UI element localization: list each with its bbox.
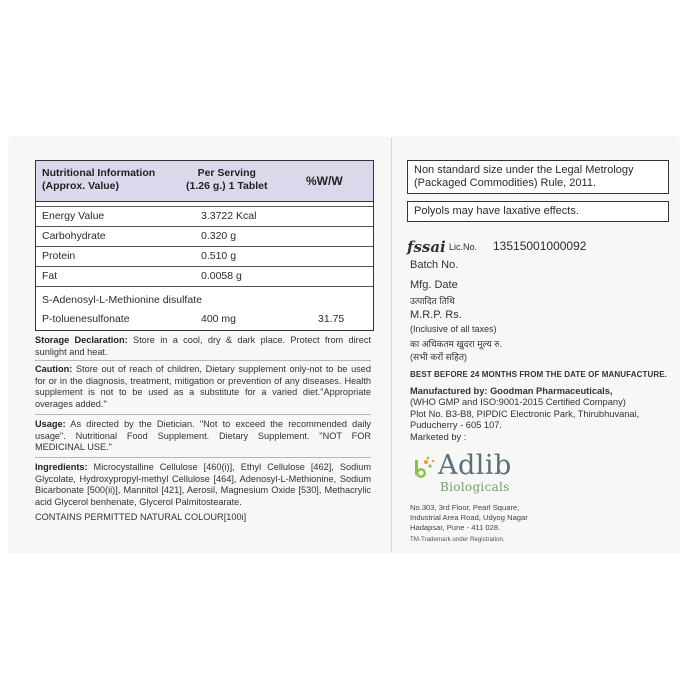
usage-label: Usage: bbox=[35, 419, 66, 429]
batch-no: Batch No. bbox=[410, 259, 459, 271]
header-col2-line1: Per Serving bbox=[197, 167, 256, 179]
addr-line2: Industrial Area Road, Udyog Nagar bbox=[410, 513, 528, 522]
table-row bbox=[36, 267, 373, 287]
row-name: Energy Value bbox=[42, 210, 105, 222]
mfg-date-hindi: उत्पादित तिथि bbox=[410, 296, 455, 306]
ingredients-label: Ingredients: bbox=[35, 462, 88, 472]
ingredients-body: Microcystalline Cellulose [460(i)], Ethyl Cellulose [462], Sodium Glycolate, Hydroxypropyl-methyl Cellulose [464], Adenosyl-L-Methionine, Sodium Bicarbonate [500(ii)], Mannitol [421], Aerosil, Magnesium Oxide [530], Methacrylic acid Glycerol benhenate, Glycerol Palmitostearate. bbox=[35, 462, 371, 507]
lic-number: 13515001000092 bbox=[493, 239, 587, 253]
ingredients-text bbox=[35, 462, 371, 508]
row-value: 0.510 g bbox=[201, 250, 237, 262]
caution-label: Caution: bbox=[35, 364, 73, 374]
marketer-address bbox=[410, 503, 610, 533]
table-row bbox=[36, 291, 373, 310]
storage-declaration bbox=[35, 335, 371, 358]
storage-label: Storage Declaration: bbox=[35, 335, 128, 345]
addr-line1: No.303, 3rd Floor, Pearl Square, bbox=[410, 503, 520, 512]
carton-panel bbox=[10, 138, 678, 552]
inclusive-taxes: (Inclusive of all taxes) bbox=[410, 324, 497, 334]
trademark-note: TM-Trademark under Registration. bbox=[410, 536, 505, 543]
row-value: 0.0058 g bbox=[201, 270, 242, 282]
table-row bbox=[36, 247, 373, 267]
table-row bbox=[36, 310, 373, 330]
row-name: Protein bbox=[42, 250, 76, 262]
storage-text: Store in a cool, dry & dark place. Protect from direct sunlight and heat. bbox=[35, 335, 371, 357]
header-col1-line1: Nutritional Information bbox=[42, 167, 156, 179]
row-value: 3.3722 Kcal bbox=[201, 210, 257, 222]
marketed-by: Marketed by : bbox=[410, 431, 467, 442]
colour-note: CONTAINS PERMITTED NATURAL COLOUR[100i] bbox=[35, 512, 247, 522]
row-value: 400 mg bbox=[201, 313, 237, 325]
brand-sub: Biologicals bbox=[440, 480, 510, 494]
mrp: M.R.P. Rs. bbox=[410, 309, 462, 321]
polyols-box: Polyols may have laxative effects. bbox=[407, 201, 669, 222]
mrp-hindi-taxes: (सभी करों सहित) bbox=[410, 352, 467, 362]
separator bbox=[35, 457, 371, 458]
fssai-logo: fssai bbox=[407, 238, 446, 256]
header-col2-line2: (1.26 g.) 1 Tablet bbox=[186, 180, 268, 192]
fssai-block bbox=[407, 238, 607, 254]
brand-name: Adlib bbox=[438, 450, 512, 481]
best-before: BEST BEFORE 24 MONTHS FROM THE DATE OF MANUFACTURE. bbox=[410, 370, 667, 379]
lic-label: Lic.No. bbox=[449, 242, 478, 252]
usage-body: As directed by the Dietician. "Not to exceed the recommended daily usage". Nutritional Food Supplement. Dietary Supplement. "NOT FOR MEDICINAL USE." bbox=[35, 419, 371, 453]
row-name: S-Adenosyl-L-Methionine disulfate bbox=[42, 294, 202, 306]
table-row bbox=[36, 227, 373, 247]
manufacturer-block bbox=[410, 386, 675, 443]
mfg-city: Puducherry - 605 107. bbox=[410, 420, 502, 431]
caution-text bbox=[35, 364, 371, 410]
panel-divider bbox=[391, 138, 392, 552]
row-name: Carbohydrate bbox=[42, 230, 106, 242]
row-name: P-toluenesulfonate bbox=[42, 313, 130, 325]
addr-line3: Hadapsar, Pune - 411 028. bbox=[410, 523, 501, 532]
row-percent: 31.75 bbox=[318, 313, 345, 325]
caution-body: Store out of reach of children, Dietary supplement only-not to be used for or in the diagnosis, treatment, mitigation or prevention of any diseases. Health supplement is not to be used as a substitute for a varied diet."Appropriate overages added." bbox=[35, 364, 371, 409]
header-per-serving bbox=[186, 167, 268, 193]
table-row bbox=[36, 207, 373, 227]
row-name: Fat bbox=[42, 270, 58, 282]
nutrition-table bbox=[35, 160, 374, 331]
separator bbox=[35, 414, 371, 415]
adlib-logo bbox=[410, 450, 570, 500]
header-col1-line2: (Approx. Value) bbox=[42, 180, 120, 192]
metrology-box: Non standard size under the Legal Metrology (Packaged Commodities) Rule, 2011. bbox=[407, 160, 669, 194]
mfg-address: Plot No. B3-B8, PIPDIC Electronic Park, Thirubhuvanai, bbox=[410, 408, 640, 419]
header-percent: %W/W bbox=[306, 174, 343, 188]
separator bbox=[35, 360, 371, 361]
usage-text bbox=[35, 419, 371, 454]
row-value: 0.320 g bbox=[201, 230, 237, 242]
header-nutritional-info bbox=[42, 167, 155, 193]
mrp-hindi: का अधिकतम खुदरा मूल्य रु. bbox=[410, 339, 503, 349]
mfg-date: Mfg. Date bbox=[410, 279, 458, 291]
manufactured-by: Manufactured by: Goodman Pharmaceuticals, bbox=[410, 386, 613, 396]
mfg-certification: (WHO GMP and ISO:9001-2015 Certified Company) bbox=[410, 397, 626, 408]
nutrition-table-header bbox=[36, 161, 373, 202]
